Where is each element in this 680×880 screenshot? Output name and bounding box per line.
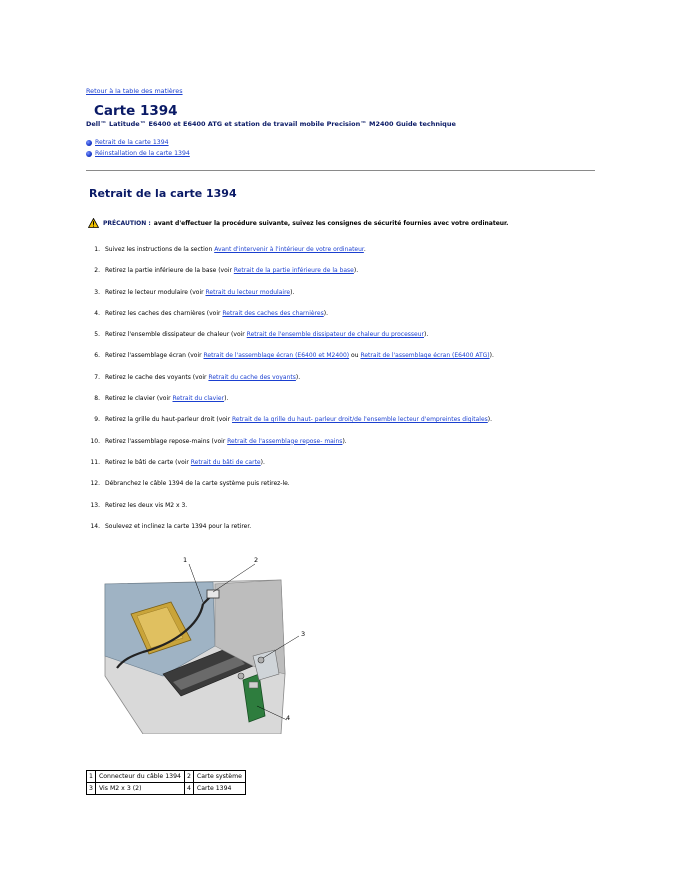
- step-item: [86, 310, 606, 331]
- step-text-part: .: [363, 246, 366, 253]
- step-text-part: ).: [424, 331, 429, 339]
- step-item: [86, 289, 606, 310]
- step-number: 14.: [90, 522, 100, 530]
- toc-list: [86, 137, 190, 159]
- step-text-part: ).: [290, 288, 295, 296]
- legend-number: 2: [184, 771, 193, 783]
- step-text-part: Retirez l'assemblage écran (voir: [105, 352, 204, 360]
- step-text-part: Soulevez et inclinez la carte 1394 pour la retirer.: [105, 522, 252, 530]
- toc-link-removal[interactable]: Retrait de la carte 1394: [95, 139, 169, 146]
- step-text-part: ).: [224, 395, 229, 403]
- hardware-illustration: [103, 556, 309, 734]
- step-link[interactable]: Retrait de la grille du haut- parleur droit/de l'ensemble lecteur d'empreintes digitales: [231, 416, 488, 424]
- figure-1394-card: [103, 556, 309, 734]
- step-text-part: ).: [342, 437, 347, 445]
- step-number: 7.: [94, 373, 100, 381]
- step-text-part: Retirez les caches des charnières (voir: [105, 309, 223, 317]
- step-link[interactable]: Retrait des caches des charnières: [222, 309, 324, 317]
- legend-number: 1: [87, 771, 96, 783]
- step-text: [105, 289, 294, 296]
- step-text: [105, 416, 492, 423]
- step-item: [86, 523, 606, 544]
- step-text: [105, 374, 300, 381]
- step-text-part: Retirez le bâti de carte (voir: [105, 458, 191, 466]
- step-text: [105, 459, 265, 466]
- step-number: 5.: [94, 331, 100, 339]
- toc-link-reinstall[interactable]: Réinstallation de la carte 1394: [95, 150, 190, 157]
- step-link[interactable]: Avant d'intervenir à l'intérieur de votre ordinateur: [214, 246, 364, 253]
- legend-label: Carte système: [193, 771, 245, 783]
- step-number: 1.: [94, 246, 100, 253]
- toc-link[interactable]: Retour à la table des matières: [86, 87, 183, 95]
- legend-label: Vis M2 x 3 (2): [95, 783, 184, 795]
- step-link[interactable]: Retrait de l'assemblage écran (E6400 et M2400): [203, 352, 350, 360]
- page-title: Carte 1394: [94, 103, 178, 119]
- legend-number: 3: [87, 783, 96, 795]
- step-text-part: ).: [489, 352, 494, 360]
- step-text-part: ).: [295, 373, 301, 381]
- step-text-part: ).: [487, 416, 493, 424]
- caution-text: avant d'effectuer la procédure suivante, suivez les consignes de sécurité fournies avec votre ordinateur.: [153, 219, 509, 227]
- step-number: 8.: [94, 395, 100, 403]
- step-text-part: Suivez les instructions de la section: [105, 246, 215, 253]
- callout-3: 3: [301, 630, 306, 638]
- step-number: 2.: [94, 267, 100, 275]
- step-item: [86, 246, 606, 267]
- caution-label: PRÉCAUTION :: [103, 219, 151, 227]
- step-text-part: Retirez les deux vis M2 x 3.: [105, 501, 188, 509]
- step-text: [105, 331, 428, 338]
- step-link[interactable]: Retrait du bâti de carte: [190, 458, 261, 466]
- step-text: [105, 267, 358, 274]
- step-item: [86, 267, 606, 288]
- step-text: [105, 523, 251, 530]
- step-link[interactable]: Retrait de l'ensemble dissipateur de chaleur du processeur: [246, 331, 424, 339]
- step-number: 13.: [90, 501, 100, 509]
- legend-row: [87, 783, 246, 795]
- legend-number: 4: [184, 783, 193, 795]
- step-text: [105, 310, 328, 317]
- toc-item-removal: [86, 137, 190, 148]
- step-text: [105, 395, 228, 402]
- legend-label: Carte 1394: [193, 783, 245, 795]
- callout-4: 4: [286, 714, 291, 722]
- step-text-part: Retirez la grille du haut-parleur droit (voir: [105, 416, 232, 424]
- blue-ball-icon: [86, 151, 92, 157]
- step-link[interactable]: Retrait de la partie inférieure de la base: [233, 267, 354, 275]
- step-number: 10.: [90, 437, 100, 445]
- step-item: [86, 480, 606, 501]
- step-item: [86, 374, 606, 395]
- legend-table: [86, 770, 246, 795]
- step-text-part: Retirez la partie inférieure de la base (voir: [105, 267, 234, 275]
- caution-notice: [88, 218, 508, 228]
- step-number: 12.: [90, 480, 100, 488]
- step-number: 3.: [94, 288, 100, 296]
- step-item: [86, 459, 606, 480]
- legend-label: Connecteur du câble 1394: [95, 771, 184, 783]
- step-item: [86, 416, 606, 437]
- step-text-part: Retirez l'assemblage repose-mains (voir: [105, 437, 228, 445]
- step-text-part: Retirez le cache des voyants (voir: [105, 373, 209, 381]
- step-text-part: Retirez l'ensemble dissipateur de chaleur (voir: [105, 331, 247, 339]
- toc-item-reinstall: [86, 148, 190, 159]
- step-number: 6.: [94, 352, 100, 360]
- step-text-part: Retirez le lecteur modulaire (voir: [105, 288, 206, 296]
- step-link[interactable]: Retrait du clavier: [172, 395, 225, 403]
- steps-list: [86, 246, 606, 544]
- section-title: Retrait de la carte 1394: [89, 187, 237, 200]
- step-text-part: Retirez le clavier (voir: [105, 395, 173, 403]
- step-link[interactable]: Retrait du lecteur modulaire: [205, 288, 291, 296]
- blue-ball-icon: [86, 140, 92, 146]
- step-item: [86, 395, 606, 416]
- warning-triangle-icon: [88, 218, 99, 228]
- step-item: [86, 502, 606, 523]
- step-link[interactable]: Retrait de l'assemblage repose- mains: [227, 437, 343, 445]
- step-link[interactable]: Retrait de l'assemblage écran (E6400 ATG): [360, 352, 490, 360]
- step-text-part: ).: [260, 458, 265, 466]
- step-text: [105, 352, 494, 359]
- step-text-part: ).: [353, 267, 359, 275]
- step-text: [105, 438, 347, 445]
- step-item: [86, 331, 606, 352]
- step-link[interactable]: Retrait du cache des voyants: [208, 373, 296, 381]
- step-item: [86, 438, 606, 459]
- step-item: [86, 352, 606, 373]
- callout-2: 2: [254, 556, 259, 564]
- legend-row: [87, 771, 246, 783]
- step-text: [105, 246, 366, 253]
- divider: [86, 170, 595, 171]
- page-subtitle: Dell™ Latitude™ E6400 et E6400 ATG et station de travail mobile Precision™ M2400 Guide technique: [86, 120, 456, 128]
- step-text: [105, 480, 290, 487]
- step-text: [105, 502, 187, 509]
- callout-1: 1: [183, 556, 188, 564]
- step-text-part: ou: [349, 352, 361, 360]
- step-number: 9.: [94, 416, 100, 424]
- step-text-part: ).: [323, 309, 328, 317]
- step-text-part: Débranchez le câble 1394 de la carte système puis retirez-le.: [105, 480, 290, 488]
- step-number: 4.: [94, 309, 100, 317]
- step-number: 11.: [90, 458, 100, 466]
